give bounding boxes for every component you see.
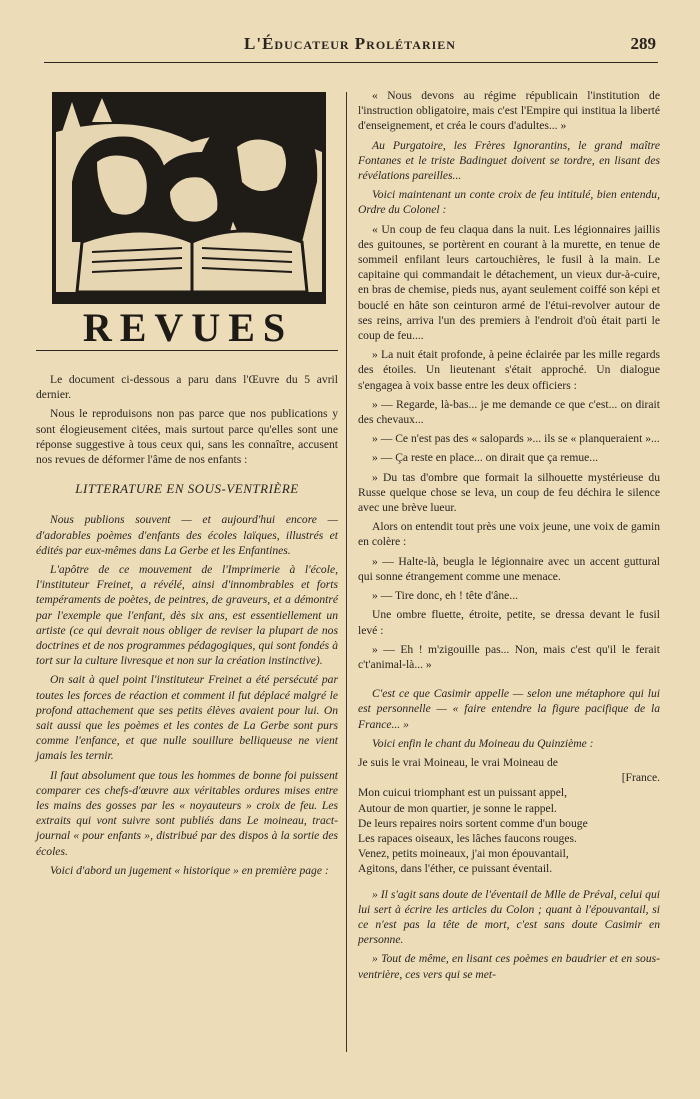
article-paragraph: Nous publions souvent — et aujourd'hui encore — d'adorables poèmes d'enfants des écoles laïques, illustrés et édités par eux-mêmes dans La Gerbe et les Enfantines. (36, 513, 338, 557)
poem-line: Agitons, dans l'éther, ce puissant éventail. (358, 862, 553, 876)
article-paragraph: Il faut absolument que tous les hommes de bonne foi puissent comparer ces chefs-d'œuvre aux véritables ordures mises entre les mains des gosses par les « noyauteurs » croix de feu. Les extraits qui vont suivre sont publiés dans Le moineau, tract-journal « pour enfants », distribué par des dispos à la sortie des écoles. (36, 768, 338, 858)
commentary-paragraph: Voici maintenant un conte croix de feu intitulé, bien entendu, Ordre du Colonel : (358, 188, 660, 217)
woodcut-illustration (52, 92, 326, 304)
section-title-rule (36, 350, 338, 351)
poem-line: Autour de mon quartier, je sonne le rappel. (358, 801, 557, 815)
right-column (358, 88, 660, 986)
commentary-paragraph: Voici enfin le chant du Moineau du Quinzième : (372, 736, 594, 750)
story-paragraph: » — Regarde, là-bas... je me demande ce que c'est... on dirait des chevaux... (358, 397, 660, 427)
commentary-paragraph: C'est ce que Casimir appelle — selon une métaphore qui lui est personnelle — « faire entendre la figure pacifique de la France... » (358, 687, 660, 731)
running-header-title: L'Éducateur Prolétarien (244, 34, 456, 53)
column-rule (346, 92, 347, 1052)
story-paragraph: Une ombre fluette, étroite, petite, se dressa devant le fusil levé : (358, 608, 660, 637)
page-number: 289 (630, 34, 656, 53)
poem-line: Je suis le vrai Moineau, le vrai Moineau de (358, 755, 558, 769)
quote-paragraph: « Nous devons au régime républicain l'institution de l'instruction obligatoire, mais c'est l'Empire qui institua la liberté d'enseignement, et créa le cours d'adultes... » (358, 89, 660, 133)
commentary-paragraph: » Il s'agit sans doute de l'éventail de Mlle de Préval, celui qui lui sert à écrire les articles du Colon ; quant à l'épouvantail, si ce n'est pas la tête de mort, c'est sans doute Casimir en personne. (358, 887, 660, 947)
story-paragraph: Alors on entendit tout près une voix jeune, une voix de gamin en colère : (358, 520, 660, 549)
story-paragraph: » Du tas d'ombre que formait la silhouette mystérieuse du Russe quelque chose se leva, un coup de feu déchira le silence avec une brève lueur. (358, 470, 660, 515)
intro-paragraph: Nous le reproduisons non pas parce que nos publications y sont élogieusement citées, mais surtout parce qu'elles sont une réponse suggestive à tous ceux qui, sans les connaître, accusent nos revues de déformer l'âme de nos enfants : (36, 407, 338, 467)
intro-paragraph: Le document ci-dessous a paru dans l'Œuvre du 5 avril dernier. (36, 373, 338, 402)
section-title: REVUES (82, 305, 294, 350)
spacer (358, 877, 660, 887)
article-title: LITTERATURE EN SOUS-VENTRIÈRE (75, 481, 299, 497)
article-paragraph: L'apôtre de ce mouvement de l'Imprimerie à l'école, l'instituteur Freinet, a révélé, ainsi d'innombrables et forts tempéraments de poètes, de peintres, de graveurs, et a démontré par l'exemple que l'enfant, dès six ans, est essentiellement un artiste (ce qui devrait nous obliger de reviser la plupart de nos doctrines et de nos programmes pédagogiques, qui sont fondés à tort sur la culture livresque et non sur la création instinctive). (36, 563, 338, 668)
story-paragraph: » — Tire donc, eh ! tête d'âne... (372, 589, 519, 603)
poem (358, 755, 660, 877)
header-rule (44, 62, 658, 63)
poem-line: Mon cuicui triomphant est un puissant appel, (358, 786, 567, 800)
commentary-paragraph: Au Purgatoire, les Frères Ignorantins, le grand maître Fontanes et le triste Badinguet doivent se tordre, en lisant des révélations pareilles... (358, 138, 660, 183)
article-paragraph: Voici d'abord un jugement « historique » en première page : (50, 863, 329, 877)
spacer (358, 676, 660, 686)
commentary-paragraph: » Tout de même, en lisant ces poèmes en baudrier et en sous-ventrière, ces vers qui se met- (358, 952, 660, 981)
article-paragraph: On sait à quel point l'instituteur Freinet a été persécuté par toutes les forces de réaction et comment il fut déplacé malgré le profond attachement que ses petits élèves avaient pour lui. On sait aussi que les poèmes et les contes de La Gerbe sont purs comme l'enfance, et que nulle souillure belliqueuse ne vient jamais les ternir. (36, 673, 338, 763)
left-column (36, 372, 338, 882)
story-paragraph: « Un coup de feu claqua dans la nuit. Les légionnaires jaillis des guitounes, se portèrent en courant à la murette, en tenue de sommeil enfilant leurs cartouchières, le fusil à la main. Le capitaine qui commandait le détachement, un vieux dur-à-cuire, en bras de chemise, pieds nus, ayant seulement coiffé son képi et bouclé en hâte son ceinturon armé de l'étui-revolver autour de ses reins, arriva l'un des premiers à l'endroit d'où était parti le coup de feu.... (358, 222, 660, 343)
poem-line: Les rapaces oiseaux, les lâches faucons rouges. (358, 831, 577, 845)
story-paragraph: » — Ce n'est pas des « salopards »... ils se « planqueraient »... (372, 432, 660, 446)
poem-line: Venez, petits moineaux, j'ai mon épouvantail, (358, 847, 569, 861)
poem-line: De leurs repaires noirs sortent comme d'un bouge (358, 816, 588, 830)
story-paragraph: » La nuit était profonde, à peine éclairée par les mille regards des étoiles. Un lieutenant s'était approché. Un dialogue s'engagea à voix basse entre les deux officiers : (358, 348, 660, 392)
poem-line: [France. (621, 771, 660, 785)
story-paragraph: » — Halte-là, beugla le légionnaire avec un accent guttural qui sonne étrangement comme une menace. (358, 554, 660, 583)
story-paragraph: » — Ça reste en place... on dirait que ça remue... (372, 451, 598, 465)
story-paragraph: » — Eh ! m'zigouille pas... Non, mais c'est qu'il le ferait c't'animal-là... » (358, 642, 660, 671)
